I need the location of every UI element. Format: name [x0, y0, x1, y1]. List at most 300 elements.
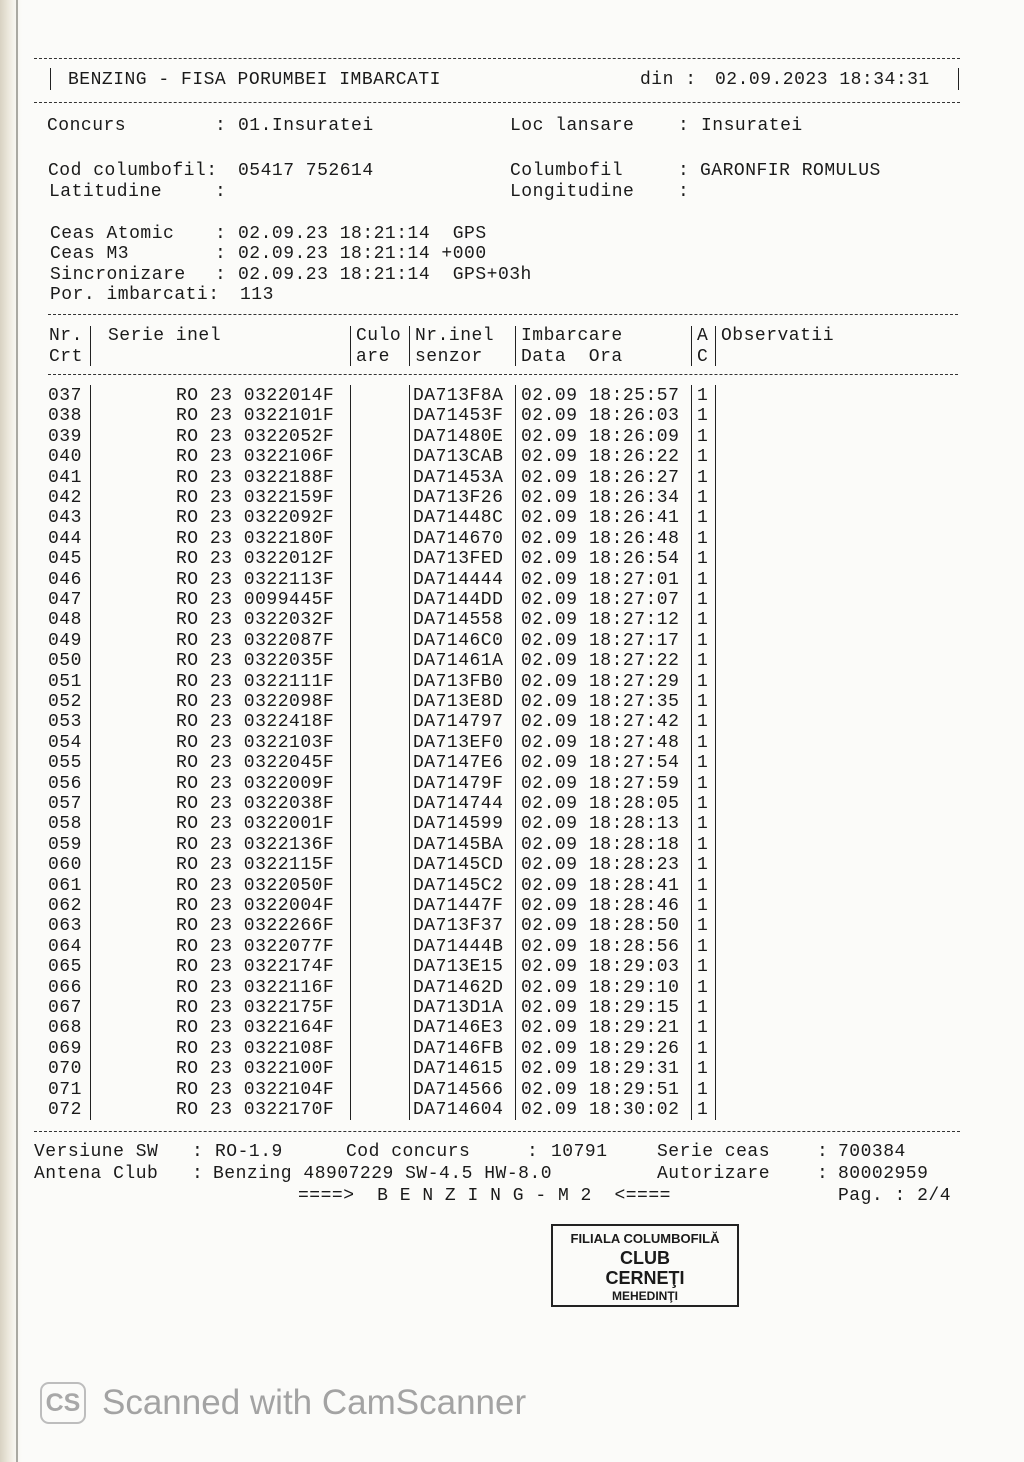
row-separator	[409, 834, 410, 855]
row-separator	[715, 711, 716, 732]
row-ora: 18:27:54	[589, 753, 680, 773]
row-nr-crt: 042	[48, 488, 82, 508]
row-ora: 18:28:50	[589, 916, 680, 936]
row-nr-inel-senzor: DA7145C2	[413, 876, 504, 896]
row-separator	[350, 813, 351, 834]
row-data: 02.09	[521, 549, 578, 569]
row-separator	[691, 1038, 692, 1059]
row-separator	[515, 895, 516, 916]
ceas-atomic-label: Ceas Atomic	[50, 224, 175, 244]
row-data: 02.09	[521, 978, 578, 998]
antena-club-value: Benzing 48907229 SW-4.5 HW-8.0	[213, 1164, 553, 1184]
row-data: 02.09	[521, 916, 578, 936]
row-separator	[409, 875, 410, 896]
row-separator	[90, 813, 91, 834]
stamp-line-3: CERNEŢI	[605, 1268, 685, 1288]
row-serie-inel: RO 23 0322045F	[176, 753, 335, 773]
row-ac: 1	[697, 386, 709, 406]
row-nr-inel-senzor: DA713CAB	[413, 447, 504, 467]
row-data: 02.09	[521, 855, 578, 875]
row-ora: 18:27:12	[589, 610, 680, 630]
row-ora: 18:30:02	[589, 1100, 680, 1120]
row-nr-inel-senzor: DA7145CD	[413, 855, 504, 875]
row-separator	[691, 711, 692, 732]
cod-concurs-label: Cod concurs	[346, 1142, 471, 1162]
row-separator	[90, 936, 91, 957]
row-serie-inel: RO 23 0322115F	[176, 855, 335, 875]
row-ora: 18:27:48	[589, 733, 680, 753]
row-nr-crt: 059	[48, 835, 82, 855]
row-data: 02.09	[521, 672, 578, 692]
row-separator	[350, 467, 351, 488]
row-separator	[409, 671, 410, 692]
row-ac: 1	[697, 406, 709, 426]
row-separator	[409, 813, 410, 834]
row-separator	[715, 671, 716, 692]
row-nr-inel-senzor: DA71480E	[413, 427, 504, 447]
row-separator	[715, 1099, 716, 1120]
row-separator	[350, 446, 351, 467]
row-separator	[691, 426, 692, 447]
row-separator	[515, 446, 516, 467]
row-separator	[350, 875, 351, 896]
row-nr-inel-senzor: DA713E15	[413, 957, 504, 977]
row-separator	[715, 569, 716, 590]
row-ora: 18:28:18	[589, 835, 680, 855]
row-separator	[515, 936, 516, 957]
row-serie-inel: RO 23 0322170F	[176, 1100, 335, 1120]
row-nr-crt: 056	[48, 774, 82, 794]
row-nr-crt: 052	[48, 692, 82, 712]
row-separator	[715, 752, 716, 773]
colon: :	[215, 224, 227, 244]
row-separator	[691, 834, 692, 855]
row-nr-crt: 064	[48, 937, 82, 957]
row-nr-crt: 072	[48, 1100, 82, 1120]
page-number: Pag. : 2/4	[838, 1186, 952, 1206]
row-nr-crt: 055	[48, 753, 82, 773]
ceas-m3-label: Ceas M3	[50, 244, 130, 264]
row-nr-crt: 063	[48, 916, 82, 936]
row-separator	[90, 711, 91, 732]
row-ac: 1	[697, 957, 709, 977]
row-serie-inel: RO 23 0322101F	[176, 406, 335, 426]
header-separator	[691, 326, 692, 366]
row-separator	[350, 711, 351, 732]
row-separator	[691, 773, 692, 794]
row-separator	[90, 426, 91, 447]
row-separator	[715, 405, 716, 426]
row-data: 02.09	[521, 712, 578, 732]
row-separator	[515, 528, 516, 549]
row-separator	[715, 487, 716, 508]
row-ora: 18:26:22	[589, 447, 680, 467]
row-separator	[409, 956, 410, 977]
row-ora: 18:29:26	[589, 1039, 680, 1059]
row-nr-crt: 050	[48, 651, 82, 671]
row-ac: 1	[697, 427, 709, 447]
colon: :	[192, 1142, 204, 1162]
row-nr-inel-senzor: DA71461A	[413, 651, 504, 671]
row-separator	[715, 813, 716, 834]
row-nr-inel-senzor: DA713EF0	[413, 733, 504, 753]
row-separator	[715, 854, 716, 875]
row-ora: 18:28:23	[589, 855, 680, 875]
row-separator	[691, 732, 692, 753]
row-ac: 1	[697, 549, 709, 569]
row-ac: 1	[697, 1100, 709, 1120]
row-nr-inel-senzor: DA71448C	[413, 508, 504, 528]
row-data: 02.09	[521, 896, 578, 916]
colon: :	[215, 265, 227, 285]
row-ora: 18:28:46	[589, 896, 680, 916]
row-separator	[691, 589, 692, 610]
row-separator	[350, 630, 351, 651]
row-serie-inel: RO 23 0322418F	[176, 712, 335, 732]
row-separator	[409, 997, 410, 1018]
row-ora: 18:28:41	[589, 876, 680, 896]
header-separator	[350, 326, 351, 366]
row-serie-inel: RO 23 0322012F	[176, 549, 335, 569]
row-ac: 1	[697, 835, 709, 855]
row-separator	[409, 609, 410, 630]
row-separator	[715, 834, 716, 855]
row-ora: 18:26:09	[589, 427, 680, 447]
row-separator	[715, 1058, 716, 1079]
club-stamp	[551, 1224, 739, 1307]
cod-columbofil-label: Cod columbofil:	[48, 161, 218, 181]
row-ac: 1	[697, 1018, 709, 1038]
row-separator	[515, 691, 516, 712]
row-nr-inel-senzor: DA7145BA	[413, 835, 504, 855]
row-data: 02.09	[521, 692, 578, 712]
row-separator	[90, 446, 91, 467]
row-ora: 18:29:31	[589, 1059, 680, 1079]
row-separator	[350, 1058, 351, 1079]
row-nr-inel-senzor: DA71453A	[413, 468, 504, 488]
row-ac: 1	[697, 590, 709, 610]
row-separator	[409, 773, 410, 794]
row-ac: 1	[697, 488, 709, 508]
row-separator	[691, 1017, 692, 1038]
row-ac: 1	[697, 978, 709, 998]
row-separator	[409, 528, 410, 549]
row-nr-inel-senzor: DA714744	[413, 794, 504, 814]
row-separator	[715, 609, 716, 630]
row-separator	[715, 507, 716, 528]
sincronizare-value: 02.09.23 18:21:14 GPS+03h	[238, 265, 532, 285]
row-ac: 1	[697, 651, 709, 671]
versiune-sw-value: RO-1.9	[215, 1142, 283, 1162]
row-separator	[90, 650, 91, 671]
row-separator	[409, 507, 410, 528]
row-separator	[515, 589, 516, 610]
row-ac: 1	[697, 610, 709, 630]
cod-concurs-value: 10791	[551, 1142, 608, 1162]
row-separator	[691, 467, 692, 488]
row-separator	[350, 854, 351, 875]
row-nr-crt: 058	[48, 814, 82, 834]
row-separator	[515, 385, 516, 406]
row-separator	[515, 732, 516, 753]
row-ac: 1	[697, 794, 709, 814]
row-nr-inel-senzor: DA7146C0	[413, 631, 504, 651]
row-data: 02.09	[521, 406, 578, 426]
row-serie-inel: RO 23 0322098F	[176, 692, 335, 712]
serie-ceas-value: 700384	[838, 1142, 906, 1162]
latitudine-label: Latitudine	[49, 182, 163, 202]
row-separator	[515, 569, 516, 590]
row-separator	[90, 854, 91, 875]
row-separator	[90, 487, 91, 508]
row-separator	[715, 915, 716, 936]
colon: :	[678, 161, 690, 181]
colon: :	[678, 182, 690, 202]
colon: :	[817, 1142, 829, 1162]
row-nr-crt: 053	[48, 712, 82, 732]
colon: :	[678, 116, 690, 136]
row-separator	[691, 630, 692, 651]
row-separator	[715, 446, 716, 467]
row-separator	[409, 793, 410, 814]
row-serie-inel: RO 23 0099445F	[176, 590, 335, 610]
row-ac: 1	[697, 631, 709, 651]
row-nr-crt: 041	[48, 468, 82, 488]
header-top-rule	[34, 58, 960, 59]
row-nr-crt: 047	[48, 590, 82, 610]
row-separator	[715, 956, 716, 977]
row-nr-crt: 039	[48, 427, 82, 447]
row-nr-inel-senzor: DA713F26	[413, 488, 504, 508]
row-separator	[715, 875, 716, 896]
row-serie-inel: RO 23 0322266F	[176, 916, 335, 936]
columbofil-value: GARONFIR ROMULUS	[700, 161, 881, 181]
row-nr-inel-senzor: DA7144DD	[413, 590, 504, 610]
row-separator	[350, 997, 351, 1018]
row-separator	[90, 467, 91, 488]
row-separator	[691, 1079, 692, 1100]
row-separator	[90, 1099, 91, 1120]
row-separator	[90, 1058, 91, 1079]
row-separator	[715, 793, 716, 814]
row-separator	[515, 1017, 516, 1038]
row-ora: 18:26:48	[589, 529, 680, 549]
row-separator	[350, 834, 351, 855]
row-separator	[715, 691, 716, 712]
row-ac: 1	[697, 896, 709, 916]
row-separator	[691, 609, 692, 630]
row-separator	[350, 936, 351, 957]
row-separator	[515, 548, 516, 569]
row-separator	[350, 609, 351, 630]
row-nr-inel-senzor: DA714670	[413, 529, 504, 549]
benzing-banner: ====> B E N Z I N G - M 2 <====	[298, 1186, 671, 1206]
row-separator	[409, 936, 410, 957]
row-separator	[409, 405, 410, 426]
row-data: 02.09	[521, 1080, 578, 1100]
header-bottom-rule	[34, 102, 960, 103]
row-separator	[409, 854, 410, 875]
row-separator	[515, 630, 516, 651]
stamp-line-2: CLUB	[620, 1248, 670, 1268]
colon: :	[215, 116, 227, 136]
row-separator	[691, 956, 692, 977]
row-data: 02.09	[521, 590, 578, 610]
row-separator	[90, 915, 91, 936]
row-data: 02.09	[521, 814, 578, 834]
row-ora: 18:27:59	[589, 774, 680, 794]
row-serie-inel: RO 23 0322104F	[176, 1080, 335, 1100]
row-nr-crt: 071	[48, 1080, 82, 1100]
row-separator	[691, 487, 692, 508]
row-ora: 18:27:07	[589, 590, 680, 610]
row-serie-inel: RO 23 0322038F	[176, 794, 335, 814]
row-separator	[409, 569, 410, 590]
concurs-label: Concurs	[47, 116, 127, 136]
ceas-atomic-value: 02.09.23 18:21:14 GPS	[238, 224, 487, 244]
paper-edge	[0, 0, 22, 1462]
row-nr-crt: 051	[48, 672, 82, 692]
columbofil-label: Columbofil	[510, 161, 624, 181]
col-header-senzor: senzor	[415, 347, 483, 367]
row-separator	[691, 813, 692, 834]
row-serie-inel: RO 23 0322009F	[176, 774, 335, 794]
date-label: din :	[640, 70, 697, 90]
row-separator	[90, 977, 91, 998]
header-right-bar	[958, 68, 959, 90]
header-left-bar	[50, 68, 51, 90]
row-serie-inel: RO 23 0322077F	[176, 937, 335, 957]
col-header-c: C	[697, 347, 709, 367]
row-separator	[350, 589, 351, 610]
row-separator	[409, 467, 410, 488]
row-separator	[515, 507, 516, 528]
row-separator	[409, 650, 410, 671]
row-nr-inel-senzor: DA713FED	[413, 549, 504, 569]
row-separator	[409, 385, 410, 406]
row-data: 02.09	[521, 733, 578, 753]
versiune-sw-label: Versiune SW	[34, 1142, 159, 1162]
row-ac: 1	[697, 916, 709, 936]
row-nr-crt: 068	[48, 1018, 82, 1038]
row-separator	[350, 793, 351, 814]
row-separator	[350, 426, 351, 447]
row-data: 02.09	[521, 876, 578, 896]
row-ac: 1	[697, 774, 709, 794]
camscanner-logo-icon: CS	[40, 1382, 86, 1424]
row-separator	[515, 977, 516, 998]
row-separator	[409, 711, 410, 732]
col-header-imbarcare: Imbarcare	[521, 326, 623, 346]
serie-ceas-label: Serie ceas	[657, 1142, 771, 1162]
row-separator	[691, 507, 692, 528]
row-ac: 1	[697, 712, 709, 732]
row-serie-inel: RO 23 0322111F	[176, 672, 335, 692]
row-nr-inel-senzor: DA713F8A	[413, 386, 504, 406]
row-separator	[409, 1038, 410, 1059]
row-nr-inel-senzor: DA7147E6	[413, 753, 504, 773]
row-ora: 18:29:10	[589, 978, 680, 998]
row-separator	[691, 446, 692, 467]
row-ac: 1	[697, 733, 709, 753]
loc-lansare-label: Loc lansare	[510, 116, 635, 136]
row-separator	[691, 875, 692, 896]
row-separator	[691, 854, 692, 875]
row-separator	[350, 548, 351, 569]
row-ac: 1	[697, 1059, 709, 1079]
row-ac: 1	[697, 855, 709, 875]
row-ac: 1	[697, 998, 709, 1018]
row-ac: 1	[697, 508, 709, 528]
row-separator	[715, 773, 716, 794]
row-separator	[90, 609, 91, 630]
autorizare-label: Autorizare	[657, 1164, 771, 1184]
row-separator	[691, 650, 692, 671]
row-separator	[90, 1038, 91, 1059]
row-separator	[350, 671, 351, 692]
row-ora: 18:25:57	[589, 386, 680, 406]
row-separator	[350, 507, 351, 528]
row-separator	[90, 895, 91, 916]
row-nr-inel-senzor: DA7146FB	[413, 1039, 504, 1059]
row-separator	[691, 1099, 692, 1120]
row-serie-inel: RO 23 0322004F	[176, 896, 335, 916]
row-nr-crt: 044	[48, 529, 82, 549]
row-nr-inel-senzor: DA714558	[413, 610, 504, 630]
row-nr-crt: 060	[48, 855, 82, 875]
row-separator	[409, 1058, 410, 1079]
row-separator	[350, 895, 351, 916]
row-separator	[691, 793, 692, 814]
row-separator	[515, 956, 516, 977]
row-ac: 1	[697, 672, 709, 692]
porumbei-imbarcati-value: 113	[240, 285, 274, 305]
row-separator	[350, 1038, 351, 1059]
row-separator	[715, 548, 716, 569]
row-separator	[409, 446, 410, 467]
row-ora: 18:27:35	[589, 692, 680, 712]
row-nr-inel-senzor: DA714599	[413, 814, 504, 834]
row-separator	[90, 1017, 91, 1038]
colon: :	[215, 244, 227, 264]
row-ora: 18:26:27	[589, 468, 680, 488]
row-nr-crt: 038	[48, 406, 82, 426]
row-nr-inel-senzor: DA713D1A	[413, 998, 504, 1018]
row-ac: 1	[697, 468, 709, 488]
row-separator	[691, 405, 692, 426]
row-data: 02.09	[521, 468, 578, 488]
row-ora: 18:28:05	[589, 794, 680, 814]
row-serie-inel: RO 23 0322032F	[176, 610, 335, 630]
stamp-line-4: MEHEDINŢI	[612, 1289, 678, 1303]
col-header-nr-inel: Nr.inel	[415, 326, 495, 346]
row-nr-crt: 061	[48, 876, 82, 896]
row-separator	[515, 875, 516, 896]
row-nr-crt: 057	[48, 794, 82, 814]
sincronizare-label: Sincronizare	[50, 265, 186, 285]
row-separator	[691, 671, 692, 692]
row-ora: 18:29:21	[589, 1018, 680, 1038]
row-data: 02.09	[521, 835, 578, 855]
row-serie-inel: RO 23 0322050F	[176, 876, 335, 896]
row-separator	[350, 956, 351, 977]
row-separator	[90, 548, 91, 569]
row-nr-crt: 062	[48, 896, 82, 916]
col-header-are: are	[356, 347, 390, 367]
row-separator	[90, 773, 91, 794]
row-nr-inel-senzor: DA714566	[413, 1080, 504, 1100]
row-separator	[515, 834, 516, 855]
